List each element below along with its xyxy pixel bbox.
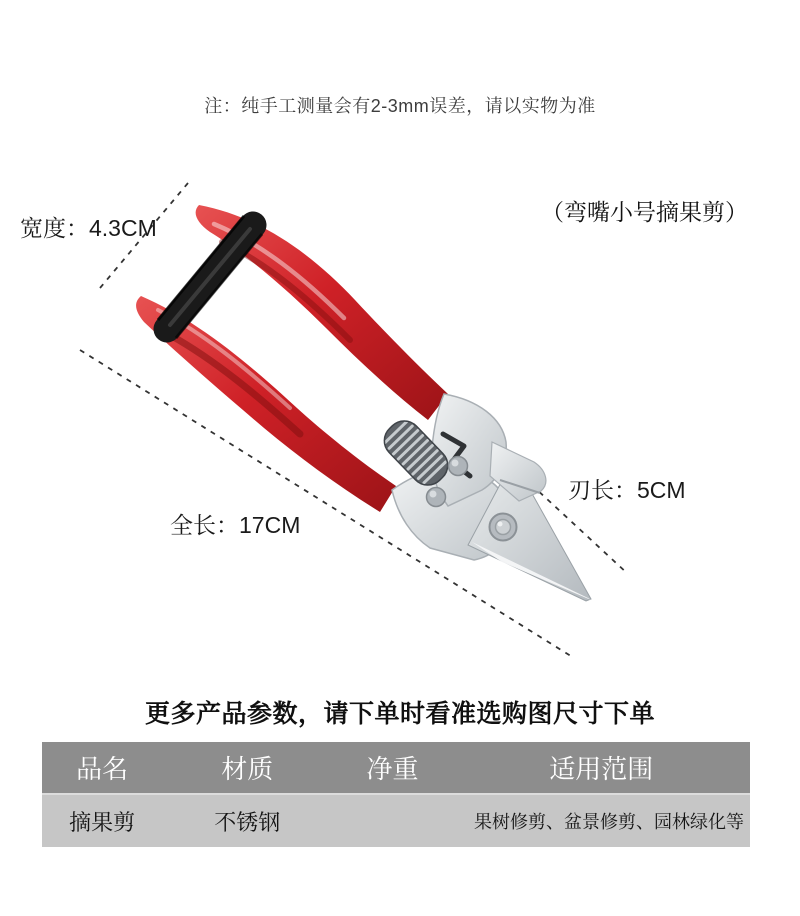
width-dimension-label: 宽度：4.3CM <box>20 215 157 241</box>
dimension-lines <box>80 183 628 658</box>
spec-header-range: 适用范围 <box>549 754 654 784</box>
spec-header-name: 品名 <box>76 754 129 784</box>
pivot-bolt <box>490 514 517 541</box>
spec-header-material: 材质 <box>221 754 274 784</box>
blade-dimension-label: 刃长：5CM <box>568 477 686 503</box>
spec-cell-name: 摘果剪 <box>69 809 136 835</box>
spec-table-header-row <box>42 742 750 795</box>
length-dimension-label: 全长：17CM <box>170 512 301 538</box>
purchase-note-heading: 更多产品参数，请下单时看准选购图尺寸下单 <box>144 700 655 728</box>
scissors-illustration <box>136 205 591 601</box>
product-name-label: （弯嘴小号摘果剪） <box>541 199 748 225</box>
spec-table-row <box>42 795 750 847</box>
measurement-note: 注：纯手工测量会有2-3mm误差，请以实物为准 <box>204 96 596 116</box>
spec-cell-material: 不锈钢 <box>214 809 281 835</box>
spec-table <box>42 742 750 847</box>
handle-clasp <box>158 216 262 338</box>
spec-cell-range: 果树修剪、盆景修剪、园林绿化等 <box>473 812 744 832</box>
spec-header-weight: 净重 <box>366 754 419 784</box>
